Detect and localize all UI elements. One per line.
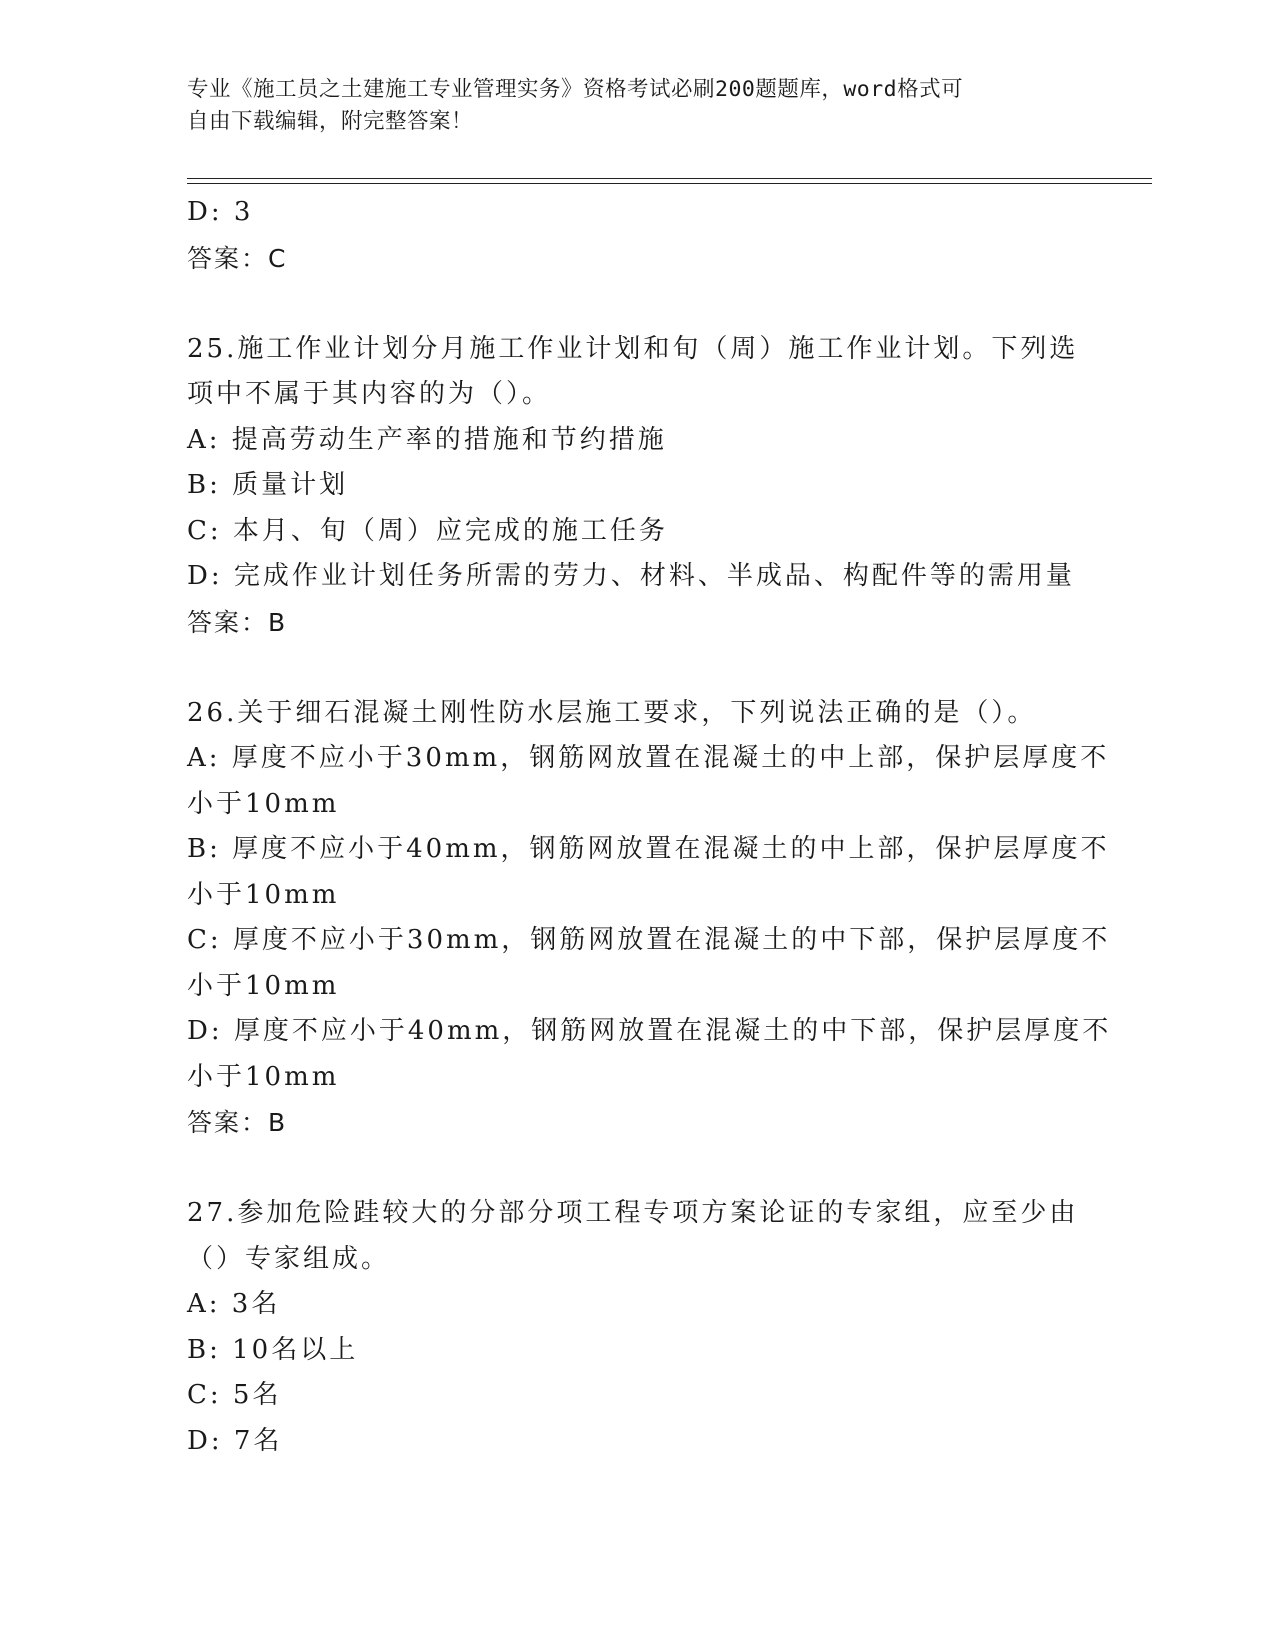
q27-option-d: D: 7名 xyxy=(187,1425,283,1456)
q25-option-d: D: 完成作业计划任务所需的劳力、材料、半成品、构配件等的需用量 xyxy=(187,561,1075,591)
q25-answer: 答案：B xyxy=(187,607,288,637)
q26-option-a-line-2: 小于10mm xyxy=(187,788,340,819)
q25-stem-line-2: 项中不属于其内容的为（）。 xyxy=(187,379,552,409)
q26-answer: 答案：B xyxy=(187,1108,288,1137)
header-title-line-1: 专业《施工员之土建施工专业管理实务》资格考试必刷200题题库，word格式可 xyxy=(187,77,964,102)
q26-option-b-line-2: 小于10mm xyxy=(187,879,340,910)
prev-question-answer: 答案：C xyxy=(187,243,288,273)
q26-stem: 26.关于细石混凝土刚性防水层施工要求，下列说法正确的是（）。 xyxy=(187,697,1037,728)
page-header xyxy=(187,74,1067,138)
q27-option-c: C: 5名 xyxy=(187,1380,282,1410)
prev-question-option-d: D: 3 xyxy=(187,197,254,227)
q26-option-a-line-1: A: 厚度不应小于30mm，钢筋网放置在混凝土的中上部，保护层厚度不 xyxy=(187,743,1110,773)
spacer xyxy=(187,1146,1087,1192)
q25-stem-line-1: 25.施工作业计划分月施工作业计划和旬（周）施工作业计划。下列选 xyxy=(187,333,1079,364)
q26-option-d-line-2: 小于10mm xyxy=(187,1061,340,1092)
header-title-line-2: 自由下载编辑，附完整答案！ xyxy=(187,109,474,134)
q27-stem-line-2: （）专家组成。 xyxy=(187,1243,391,1274)
q26-option-b-line-1: B: 厚度不应小于40mm，钢筋网放置在混凝土的中上部，保护层厚度不 xyxy=(187,834,1110,864)
spacer xyxy=(187,281,1087,327)
q25-option-c: C: 本月、旬（周）应完成的施工任务 xyxy=(187,515,668,546)
question-content xyxy=(187,190,1112,1464)
header-divider-bottom xyxy=(187,183,1152,184)
q27-option-a: A: 3名 xyxy=(187,1289,281,1319)
q27-stem-line-1: 27.参加危险跬较大的分部分项工程专项方案论证的专家组，应至少由 xyxy=(187,1198,1079,1228)
q26-option-d-line-1: D: 厚度不应小于40mm，钢筋网放置在混凝土的中下部，保护层厚度不 xyxy=(187,1016,1112,1046)
q26-option-c-line-1: C: 厚度不应小于30mm，钢筋网放置在混凝土的中下部，保护层厚度不 xyxy=(187,925,1111,955)
q26-option-c-line-2: 小于10mm xyxy=(187,970,340,1001)
spacer xyxy=(187,645,1087,691)
header-divider-top xyxy=(187,178,1152,179)
q25-option-b: B: 质量计划 xyxy=(187,470,349,500)
q27-option-b: B: 10名以上 xyxy=(187,1334,359,1365)
q25-option-a: A: 提高劳动生产率的措施和节约措施 xyxy=(187,424,667,455)
